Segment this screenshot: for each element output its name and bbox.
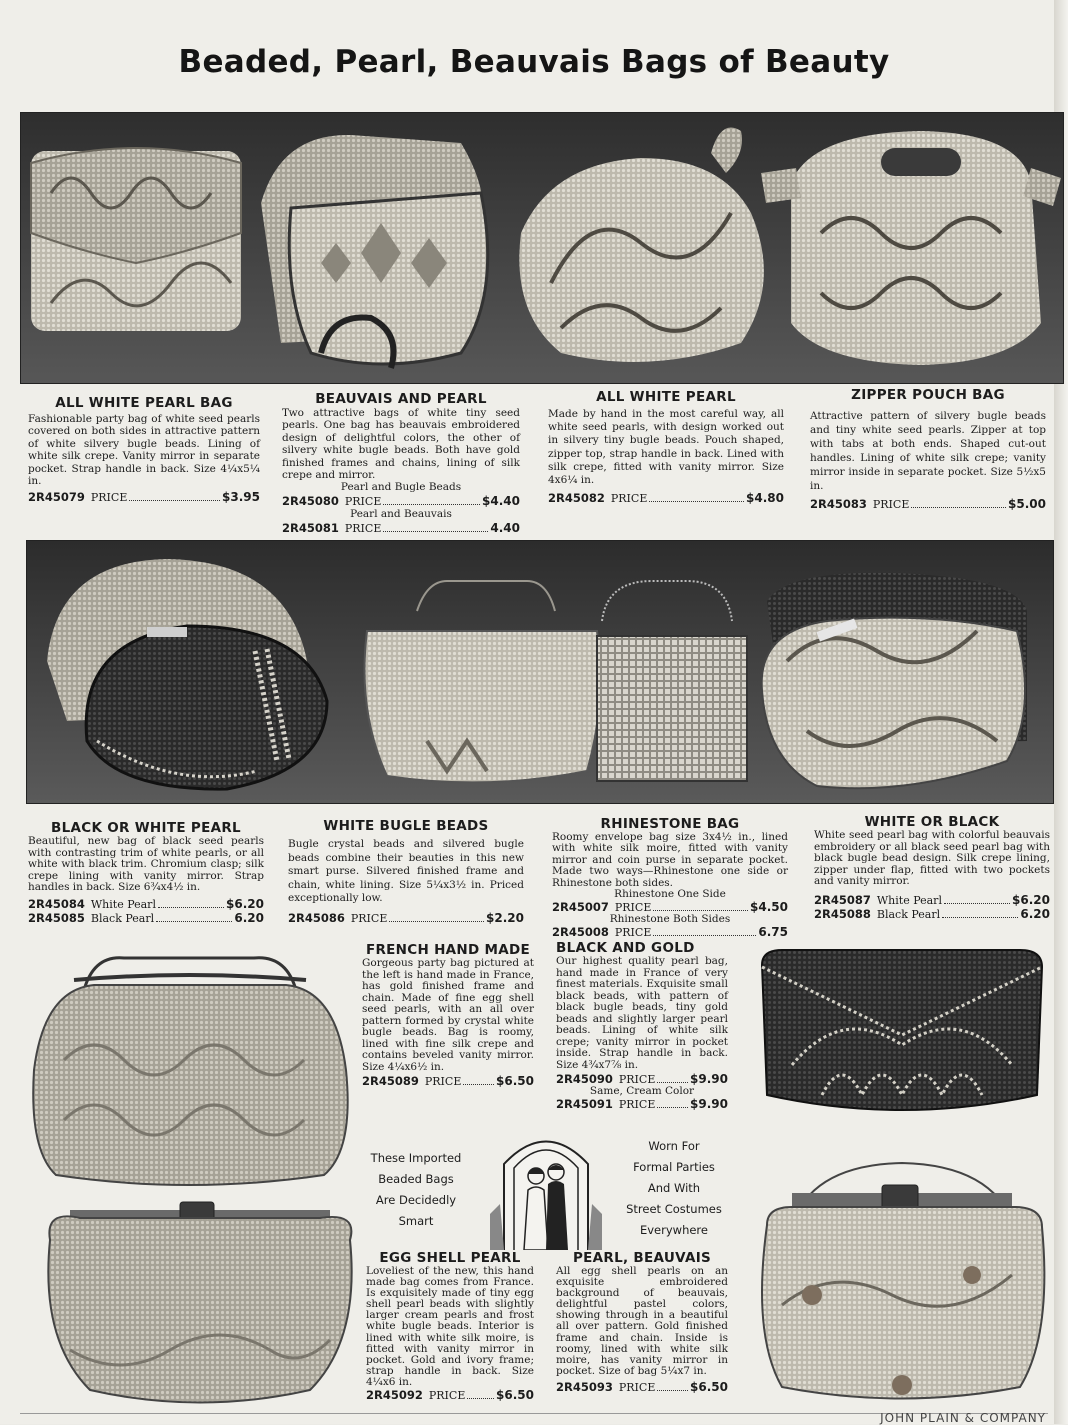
dot-leader [657, 1082, 688, 1083]
banner-line: Worn For [648, 1139, 700, 1153]
price-line [28, 491, 260, 504]
item-code: 2R45085 [28, 911, 85, 926]
dot-leader [156, 921, 232, 922]
price-label: PRICE [610, 492, 648, 506]
price-line [282, 495, 520, 508]
price-amount: $4.40 [482, 493, 520, 508]
zipper-pouch-bag-photo [761, 131, 1061, 365]
banner-line: Are Decidedly [375, 1193, 457, 1207]
egg-shell-pearl-bag-photo [40, 1200, 360, 1410]
price-amount: $4.80 [746, 491, 784, 506]
item-heading: BLACK OR WHITE PEARL [51, 820, 241, 836]
price-amount: $6.50 [496, 1074, 534, 1088]
banner-right-text [612, 1136, 736, 1241]
item-code: 2R45086 [288, 910, 345, 925]
price-line [556, 1073, 728, 1086]
banner-left-text [360, 1148, 472, 1232]
dot-leader [383, 504, 480, 505]
variant-label: Same, Cream Color [589, 1085, 695, 1098]
dot-leader [649, 501, 744, 502]
dot-leader [389, 921, 484, 922]
dot-leader [463, 1084, 494, 1085]
variant-label: Pearl and Bugle Beads [340, 481, 462, 494]
item-description: Beautiful, new bag of black seed pearls with contrasting trim of white pearls, or all white with black trim. Chromium clasp; silk crepe lining with vanity mirror. Strap handles in back. Size 6¾x4½ in. [28, 835, 264, 894]
price-label: PRICE [424, 1075, 462, 1088]
item-code: 2R45082 [548, 491, 605, 506]
item-code: 2R45092 [366, 1388, 423, 1403]
item-description: Fashionable party bag of white seed pearls covered on both sides in attractive pattern of white silvery bugle beads. Lining of white silk crepe. Vanity mirror in separate pocket. Strap handle in back. Size 4¼x5¼ in. [28, 413, 260, 488]
item-zipper-pouch-bag [810, 388, 1046, 511]
price-label: PRICE [344, 521, 382, 535]
price-line [814, 908, 1050, 921]
price-line [552, 901, 788, 914]
item-all-white-pearl [548, 390, 784, 506]
item-code: 2R45088 [814, 907, 871, 922]
photo-row-1-art [21, 113, 1063, 383]
price-label: PRICE [618, 1098, 656, 1112]
price-label: PRICE [872, 498, 910, 511]
item-heading: RHINESTONE BAG [600, 816, 740, 832]
price-label: White Pearl [90, 897, 156, 911]
price-label: PRICE [618, 1380, 656, 1394]
item-heading: WHITE OR BLACK [864, 814, 1000, 830]
item-description: Bugle crystal beads and silvered bugle beads combine their beauties in this new smart purse. Silvered finished frame and chain, white lining. Size 5¼x3½ in. Priced exceptionally low. [288, 838, 524, 905]
price-amount: 6.75 [758, 925, 788, 940]
price-label: PRICE [350, 911, 388, 925]
item-all-white-pearl-bag [28, 396, 260, 505]
variant-label: Pearl and Beauvais [350, 508, 452, 521]
item-white-or-black [814, 815, 1050, 922]
dot-leader [467, 1398, 494, 1399]
item-code: 2R45080 [282, 493, 339, 508]
item-heading: BEAUVAIS AND PEARL [315, 391, 487, 407]
price-amount: 6.20 [1020, 907, 1050, 922]
pearl-beauvais-bag-photo [752, 1155, 1052, 1407]
dot-leader [129, 500, 220, 501]
price-label: PRICE [614, 926, 652, 940]
item-description: Made by hand in the most careful way, all white seed pearls, with design worked out in silvery tiny bugle beads. Pouch shaped, zipper top, strap handle in back. Lined with silk crepe, fitted with vanity mirror. Size 4x6¼ in. [548, 408, 784, 487]
item-code: 2R45090 [556, 1072, 613, 1086]
item-code: 2R45093 [556, 1379, 613, 1394]
price-label: PRICE [618, 1073, 656, 1086]
dot-leader [657, 1107, 688, 1108]
dot-leader [653, 910, 748, 911]
photo-row-1 [20, 112, 1064, 384]
item-heading: ALL WHITE PEARL [596, 389, 736, 405]
item-french-hand-made [362, 943, 534, 1088]
dot-leader [942, 917, 1018, 918]
price-label: Black Pearl [876, 908, 941, 922]
french-hand-made-bag-photo [24, 950, 356, 1190]
price-amount: $6.50 [690, 1379, 728, 1394]
price-line [288, 912, 524, 925]
dot-leader [944, 903, 1010, 904]
price-line [556, 1381, 728, 1394]
item-code: 2R45008 [552, 925, 609, 940]
photo-row-2-art [27, 541, 1053, 803]
item-code: 2R45083 [810, 497, 867, 511]
beauvais-pearl-bags-photo [261, 135, 488, 368]
item-code: 2R45079 [28, 490, 85, 505]
dot-leader [653, 935, 756, 936]
price-amount: $4.50 [750, 900, 788, 915]
item-black-and-gold [556, 941, 728, 1112]
price-line [282, 522, 520, 535]
black-and-gold-bag-photo [752, 945, 1050, 1123]
price-amount: $6.20 [226, 896, 264, 911]
art-deco-couple-illustration [484, 1124, 608, 1250]
item-heading: EGG SHELL PEARL [379, 1250, 521, 1266]
item-egg-shell-pearl [366, 1251, 534, 1402]
item-code: 2R45081 [282, 520, 339, 535]
price-line [814, 894, 1050, 907]
banner-line: Beaded Bags [378, 1172, 454, 1186]
price-amount: $9.90 [690, 1097, 728, 1112]
price-label: White Pearl [876, 893, 942, 907]
item-heading: ALL WHITE PEARL BAG [55, 395, 233, 411]
price-line [810, 498, 1046, 511]
price-label: PRICE [428, 1389, 466, 1403]
price-amount: $2.20 [486, 910, 524, 925]
item-heading: BLACK AND GOLD [556, 940, 695, 956]
item-description: Gorgeous party bag pictured at the left is hand made in France, has gold finished frame and chain. Made of fine egg shell seed pearls, with an all over pattern formed by crystal white bugle beads. Bag is roomy, lined with fine silk crepe and contains beveled vanity mirror. Size 4¼x6½ in. [362, 957, 534, 1073]
price-label: PRICE [344, 494, 382, 508]
page-title: Beaded, Pearl, Beauvais Bags of Beauty [178, 44, 890, 80]
price-line [366, 1389, 534, 1402]
item-description: Attractive pattern of silvery bugle beads and tiny white seed pearls. Zipper at top with tabs at both ends. Shaped cut-out handles. Lining of white silk crepe; vanity mirror inside in separate pocket. Size 5½x5 in. [810, 410, 1046, 492]
item-code: 2R45007 [552, 900, 609, 915]
footer-company: JOHN PLAIN & COMPANY [880, 1411, 1046, 1425]
price-line [552, 926, 788, 939]
price-line [28, 912, 264, 925]
banner-line: These Imported [370, 1151, 462, 1165]
item-rhinestone-bag [552, 817, 788, 940]
price-amount: $9.90 [690, 1072, 728, 1086]
banner-line: Street Costumes [626, 1202, 722, 1216]
price-line [362, 1075, 534, 1088]
white-or-black-bags-photo [762, 573, 1027, 788]
price-line [28, 898, 264, 911]
item-black-or-white-pearl [28, 821, 264, 926]
dot-leader [911, 507, 1006, 508]
photo-row-2 [26, 540, 1054, 804]
banner-line: Everywhere [639, 1223, 708, 1237]
price-amount: $3.95 [222, 490, 260, 505]
item-pearl-beauvais [556, 1251, 728, 1394]
price-label: Black Pearl [90, 912, 155, 926]
banner-line: And With [647, 1181, 701, 1195]
item-beauvais-and-pearl [282, 392, 520, 535]
price-amount: $5.00 [1008, 497, 1046, 511]
price-amount: 4.40 [490, 520, 520, 535]
dot-leader [657, 1390, 688, 1391]
white-pearl-bag-photo [31, 148, 241, 331]
item-description: Two attractive bags of white tiny seed pearls. One bag has beauvais embroidered design of delightful colors, the other of silvery white bugle beads. Both have gold finished frames and chains, lining of silk crepe and mirror. [282, 407, 520, 482]
banner-line: Formal Parties [633, 1160, 715, 1174]
price-amount: 6.20 [234, 911, 264, 926]
item-description: All egg shell pearls on an exquisite embroidered background of beauvais, delightful pastel colors, showing through in a beautiful all over pattern. Gold finished frame and chain. Inside is roomy, lined with white silk moire, has vanity mirror in pocket. Size of bag 5¼x7 in. [556, 1265, 728, 1377]
item-description: Roomy envelope bag size 3x4½ in., lined with white silk moire, fitted with vanity mirror and coin purse in separate pocket. Made two ways—Rhinestone one side or Rhinestone both sides. [552, 831, 788, 889]
dot-leader [383, 531, 488, 532]
item-description: Loveliest of the new, this hand made bag comes from France. Is exquisitely made of tiny egg shell pearl beads with slightly larger cream pearls and frost white bugle beads. Interior is lined with white silk moire, is fitted with vanity mirror in pocket. Gold and ivory frame; strap handle in back. Size 4¼x6 in. [366, 1265, 534, 1388]
price-amount: $6.50 [496, 1388, 534, 1403]
item-code: 2R45089 [362, 1074, 419, 1088]
item-heading: ZIPPER POUCH BAG [851, 387, 1005, 403]
item-code: 2R45084 [28, 896, 85, 911]
item-heading: PEARL, BEAUVAIS [572, 1250, 712, 1266]
item-white-bugle-beads [288, 819, 524, 925]
price-amount: $6.20 [1012, 892, 1050, 907]
item-heading: WHITE BUGLE BEADS [323, 818, 489, 834]
variant-label: Rhinestone One Side [614, 888, 726, 901]
item-code: 2R45091 [556, 1097, 613, 1112]
item-code: 2R45087 [814, 892, 871, 907]
item-description: White seed pearl bag with colorful beauvais embroidery or all black seed pearl bag with black bugle bead design. Silk crepe lining, zipper under flap, fitted with two pockets and vanity mirror. [814, 829, 1050, 888]
price-line [556, 1098, 728, 1111]
dot-leader [158, 907, 224, 908]
price-label: PRICE [614, 901, 652, 915]
variant-label: Rhinestone Both Sides [609, 913, 731, 926]
price-label: PRICE [90, 491, 128, 505]
item-heading: FRENCH HAND MADE [365, 942, 531, 958]
price-line [548, 492, 784, 505]
banner-line: Smart [398, 1214, 434, 1228]
item-description: Our highest quality pearl bag, hand made in France of very finest materials. Exquisite small black beads, with pattern of black bugle beads, tiny gold beads and slightly larger pearl beads. Lining of white silk crepe; vanity mirror in pocket inside. Strap handle in back. Size 4¾x7⅞ in. [556, 955, 728, 1071]
